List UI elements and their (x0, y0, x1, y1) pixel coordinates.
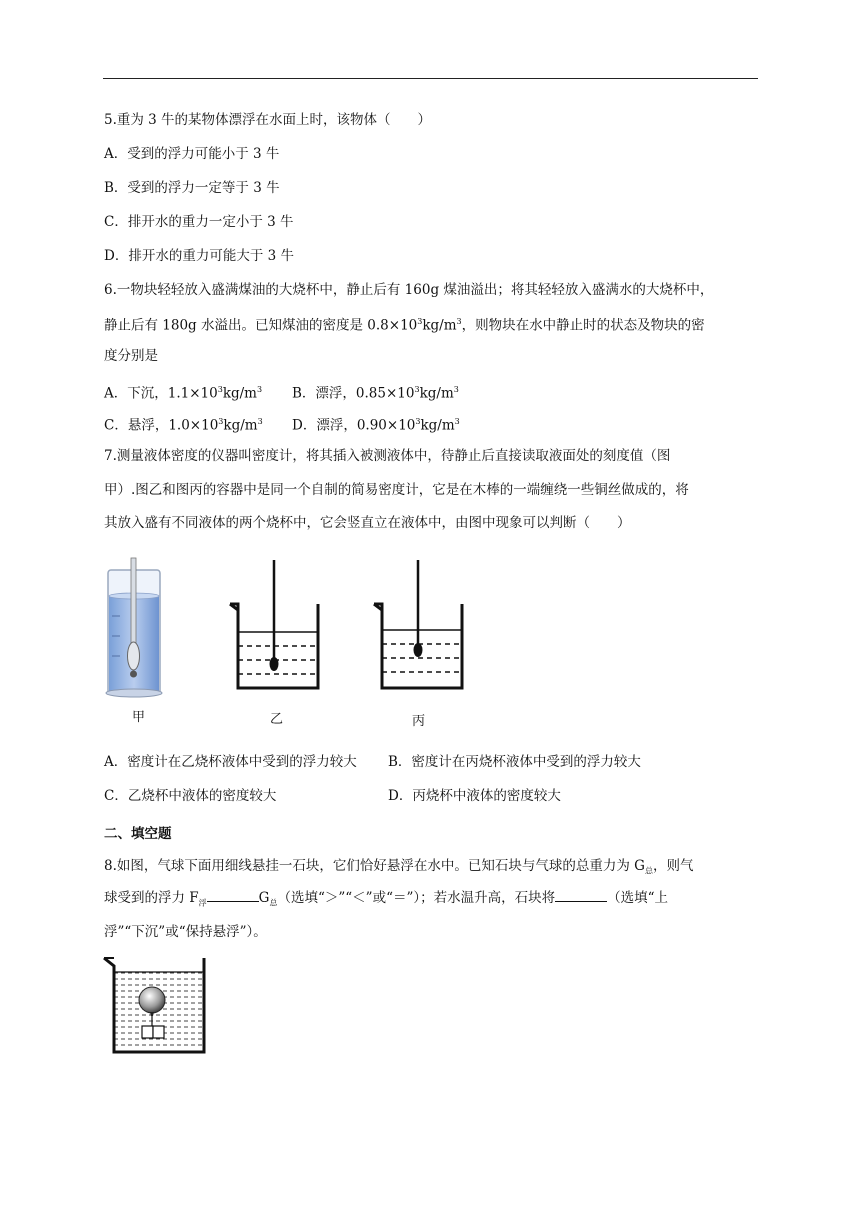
q7-line2: 甲）.图乙和图丙的容器中是同一个自制的简易密度计，它是在木棒的一端缠绕一些铜丝做成的，将 (104, 482, 689, 498)
q8-line1: 8.如图，气球下面用细线悬挂一石块，它们恰好悬浮在水中。已知石块与气球的总重力为 $G_总$，则气 (104, 858, 694, 876)
q6-line1: 6.一物块轻轻放入盛满煤油的大烧杯中，静止后有 160g 煤油溢出；将其轻轻放入盛满水的大烧杯中， (104, 282, 714, 298)
q5-option-a: A．受到的浮力可能小于 3 牛 (104, 146, 280, 162)
figure-balloon-stone-beaker (100, 952, 214, 1056)
figure-bing-beaker (372, 560, 468, 694)
q7-option-b: B．密度计在丙烧杯液体中受到的浮力较大 (388, 754, 641, 770)
q6-line2: 静止后有 180g 水溢出。已知煤油的密度是 $0.8\times 10^3kg/m^3$，则物块在水中静止时的状态及物块的密 (104, 317, 705, 334)
figure-yi-beaker (228, 560, 324, 694)
q6-option-c: C．悬浮，$1.0\times 10^3kg/m^3$ (104, 417, 263, 434)
q6-option-b: B．漂浮，$0.85\times 10^3kg/m^3$ (292, 385, 459, 402)
q7-option-a: A．密度计在乙烧杯液体中受到的浮力较大 (104, 754, 357, 770)
figure-jia-hydrometer (100, 556, 172, 702)
section-title-fill-in: 二、填空题 (104, 826, 172, 842)
q7-option-c: C．乙烧杯中液体的密度较大 (104, 788, 277, 804)
caption-yi: 乙 (270, 712, 284, 727)
q5-option-d: D．排开水的重力可能大于 3 牛 (104, 248, 294, 264)
q8-line3: 浮”“下沉”或“保持悬浮”）。 (104, 924, 267, 940)
answer-blank-2[interactable] (555, 889, 607, 902)
q5-option-b: B．受到的浮力一定等于 3 牛 (104, 180, 280, 196)
q6-option-a: A．下沉，$1.1\times 10^3kg/m^3$ (104, 385, 263, 402)
q6-line3: 度分别是 (104, 348, 158, 364)
q7-option-d: D．丙烧杯中液体的密度较大 (388, 788, 561, 804)
caption-jia: 甲 (132, 710, 146, 725)
q6-option-d: D．漂浮，$0.90\times 10^3kg/m^3$ (292, 417, 460, 434)
q5-stem: 5.重为 3 牛的某物体漂浮在水面上时，该物体（ ） (104, 112, 432, 128)
q5-option-c: C．排开水的重力一定小于 3 牛 (104, 214, 294, 230)
q8-line2: 球受到的浮力 $F_浮$ $G_总$（选填“＞”“＜”或“＝”）；若水温升高，石块将 （选填“上 (104, 890, 669, 908)
caption-bing: 丙 (412, 714, 426, 729)
answer-blank-1[interactable] (207, 889, 259, 902)
header-rule (103, 78, 758, 79)
q7-line3: 其放入盛有不同液体的两个烧杯中，它会竖直立在液体中，由图中现象可以判断（ ） (104, 515, 631, 531)
q7-line1: 7.测量液体密度的仪器叫密度计，将其插入被测液体中，待静止后直接读取液面处的刻度值（图 (104, 448, 671, 464)
